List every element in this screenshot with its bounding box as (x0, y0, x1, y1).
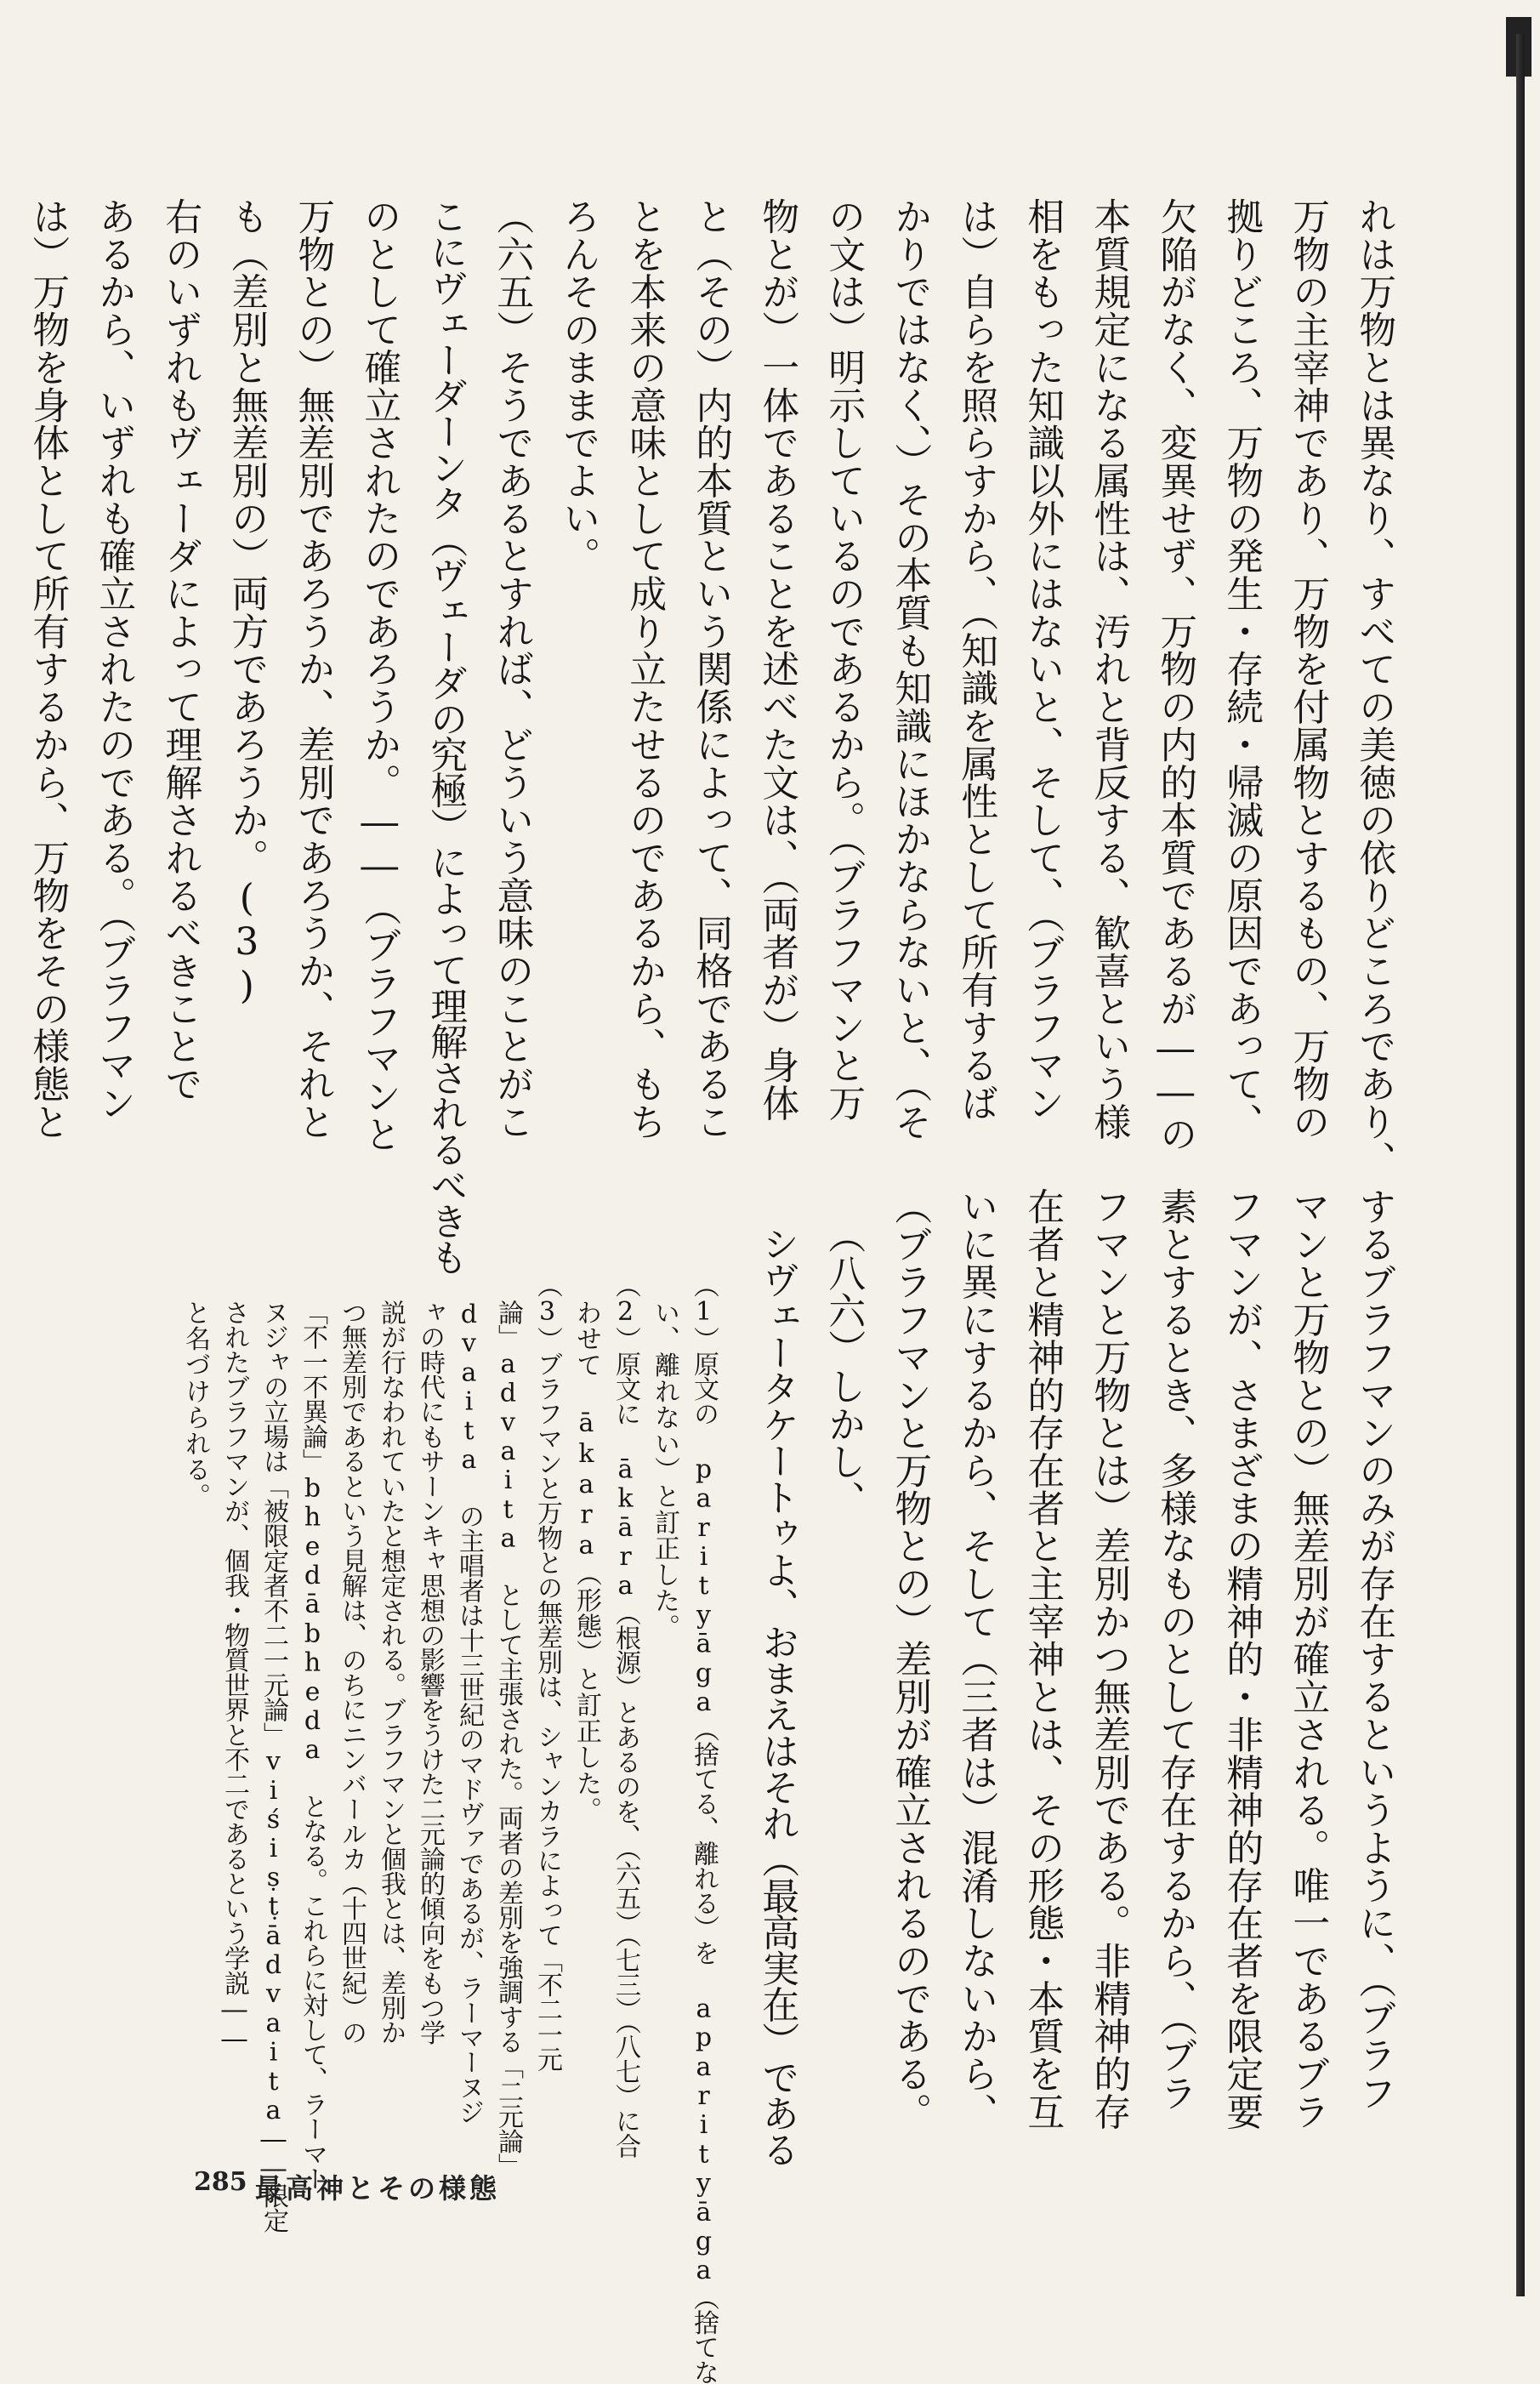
upper-line: （六五）そうであるとすれば、どういう意味のことがこ (490, 197, 534, 1141)
upper-line: あるから、いずれも確立されたのである。（ブラフマン (92, 197, 136, 1122)
upper-line: 万物との）無差別であろうか、差別であろうか、それと (291, 197, 335, 1141)
footnote-line: （2）原文に ākāra（根源）とあるのを、（六五）（七三）（八七）に合 (611, 1272, 640, 2159)
footnote-line: されたブラフマンが、個我・物質世界と不二であるという学説―― (219, 1300, 249, 2054)
footnote-line: dvaita の主唱者は十三世紀のマドヴァであるが、ラーマーヌジ (454, 1300, 484, 2125)
upper-line: 右のいずれもヴェーダによって理解されるべきことで (158, 197, 202, 1103)
upper-line: れは万物とは異なり、すべての美徳の依りどころであり、 (1352, 197, 1396, 1179)
footnote-line: ャの時代にもサーンキャ思想の影響をうけた二元論的傾向をもつ学 (415, 1300, 445, 2045)
footnote-line: 「不一不異論」bhedābheda となる。これらに対して、ラーマー (298, 1300, 327, 2191)
upper-line: は）万物を身体として所有するから、万物をその様態と (26, 197, 70, 1141)
lower-line: マンと万物との）無差別が確立される。唯一であるブラ (1286, 1187, 1330, 2131)
upper-line: のとして確立されたのであろうか。――（ブラフマンと (357, 197, 401, 1153)
upper-line: かりではなく、）その本質も知識にほかならないと、（そ (888, 197, 932, 1141)
upper-line: 拠りどころ、万物の発生・存続・帰滅の原因であって、 (1219, 197, 1264, 1141)
footnote-line: わせて ākara（形態）と訂正した。 (571, 1300, 601, 1824)
footnote-line: （3）ブラフマンと万物との無差別は、シャンカラによって「不二一元 (532, 1272, 562, 2072)
upper-line: の文は）明示しているのであるから。（ブラフマンと万 (821, 197, 866, 1122)
upper-line: 万物の主宰神であり、万物を付属物とするもの、万物の (1286, 197, 1330, 1141)
upper-line: と（その）内的本質という関係によって、同格であるこ (689, 197, 733, 1141)
lower-line: （八六）しかし、 (821, 1216, 866, 1518)
upper-line: こにヴェーダーンタ（ヴェーダの究極）によって理解されるべきも (423, 197, 468, 1274)
footnote-line: と名づけられる。 (180, 1300, 210, 1510)
upper-line: も（差別と無差別の）両方であろうか。(3) (224, 197, 269, 1008)
footnote-line: つ無差別であるという見解は、のちにニンバールカ（十四世紀）の (337, 1300, 367, 2045)
lower-line: するブラフマンのみが存在するというように、（ブラフ (1352, 1187, 1396, 2112)
footnote-line: ヌジャの立場は「被限定者不二一元論」viśiṣṭādvaita――限定 (259, 1300, 288, 2233)
lower-line: いに異にするから、そして（三者は）混淆しないから、 (954, 1187, 998, 2131)
lower-line: フマンが、さまざまの精神的・非精神的存在者を限定要 (1219, 1187, 1264, 2131)
upper-line: とを本来の意味として成り立たせるのであるから、もち (622, 197, 667, 1141)
upper-line: 本質規定になる属性は、汚れと背反する、歓喜という様 (1087, 197, 1131, 1141)
upper-line: 相をもった知識以外にはないと、そして、（ブラフマン (1020, 197, 1065, 1122)
footnote-line: （1）原文の parityāga（捨てる、離れる）を aparityāga（捨てな (689, 1272, 719, 2384)
running-title: 最高神とその様態 (255, 2172, 501, 2205)
footnote-line: 論」advaita として主張された。両者の差別を強調する「二元論」 (493, 1300, 523, 2178)
upper-line: 物とが）一体であることを述べた文は、（両者が）身体 (755, 197, 799, 1122)
footnote-line: い、離れない）と訂正した。 (650, 1300, 679, 1641)
lower-line: （ブラフマンと万物との）差別が確立されるのである。 (888, 1187, 932, 2131)
lower-line: シヴェータケートゥよ、おまえはそれ（最高実在）である (755, 1225, 799, 2167)
footnote-line: 説が行なわれていたと想定される。ブラフマンと個我とは、差別か (376, 1300, 406, 2045)
binding-edge (1516, 34, 1525, 2296)
upper-line: は）自らを照らすから、（知識を属性として所有するば (954, 197, 998, 1122)
upper-line: ろんそのままでよい。 (556, 197, 600, 575)
page-number: 285 (194, 2167, 247, 2197)
lower-line: 素とするとき、多様なものとして存在するから、（ブラ (1153, 1187, 1197, 2112)
upper-line: 欠陥がなく、変異せず、万物の内的本質であるが――の (1153, 197, 1197, 1153)
lower-line: フマンと万物とは）差別かつ無差別である。非精神的存 (1087, 1187, 1131, 2131)
lower-line: 在者と精神的存在者と主宰神とは、その形態・本質を互 (1020, 1187, 1065, 2131)
